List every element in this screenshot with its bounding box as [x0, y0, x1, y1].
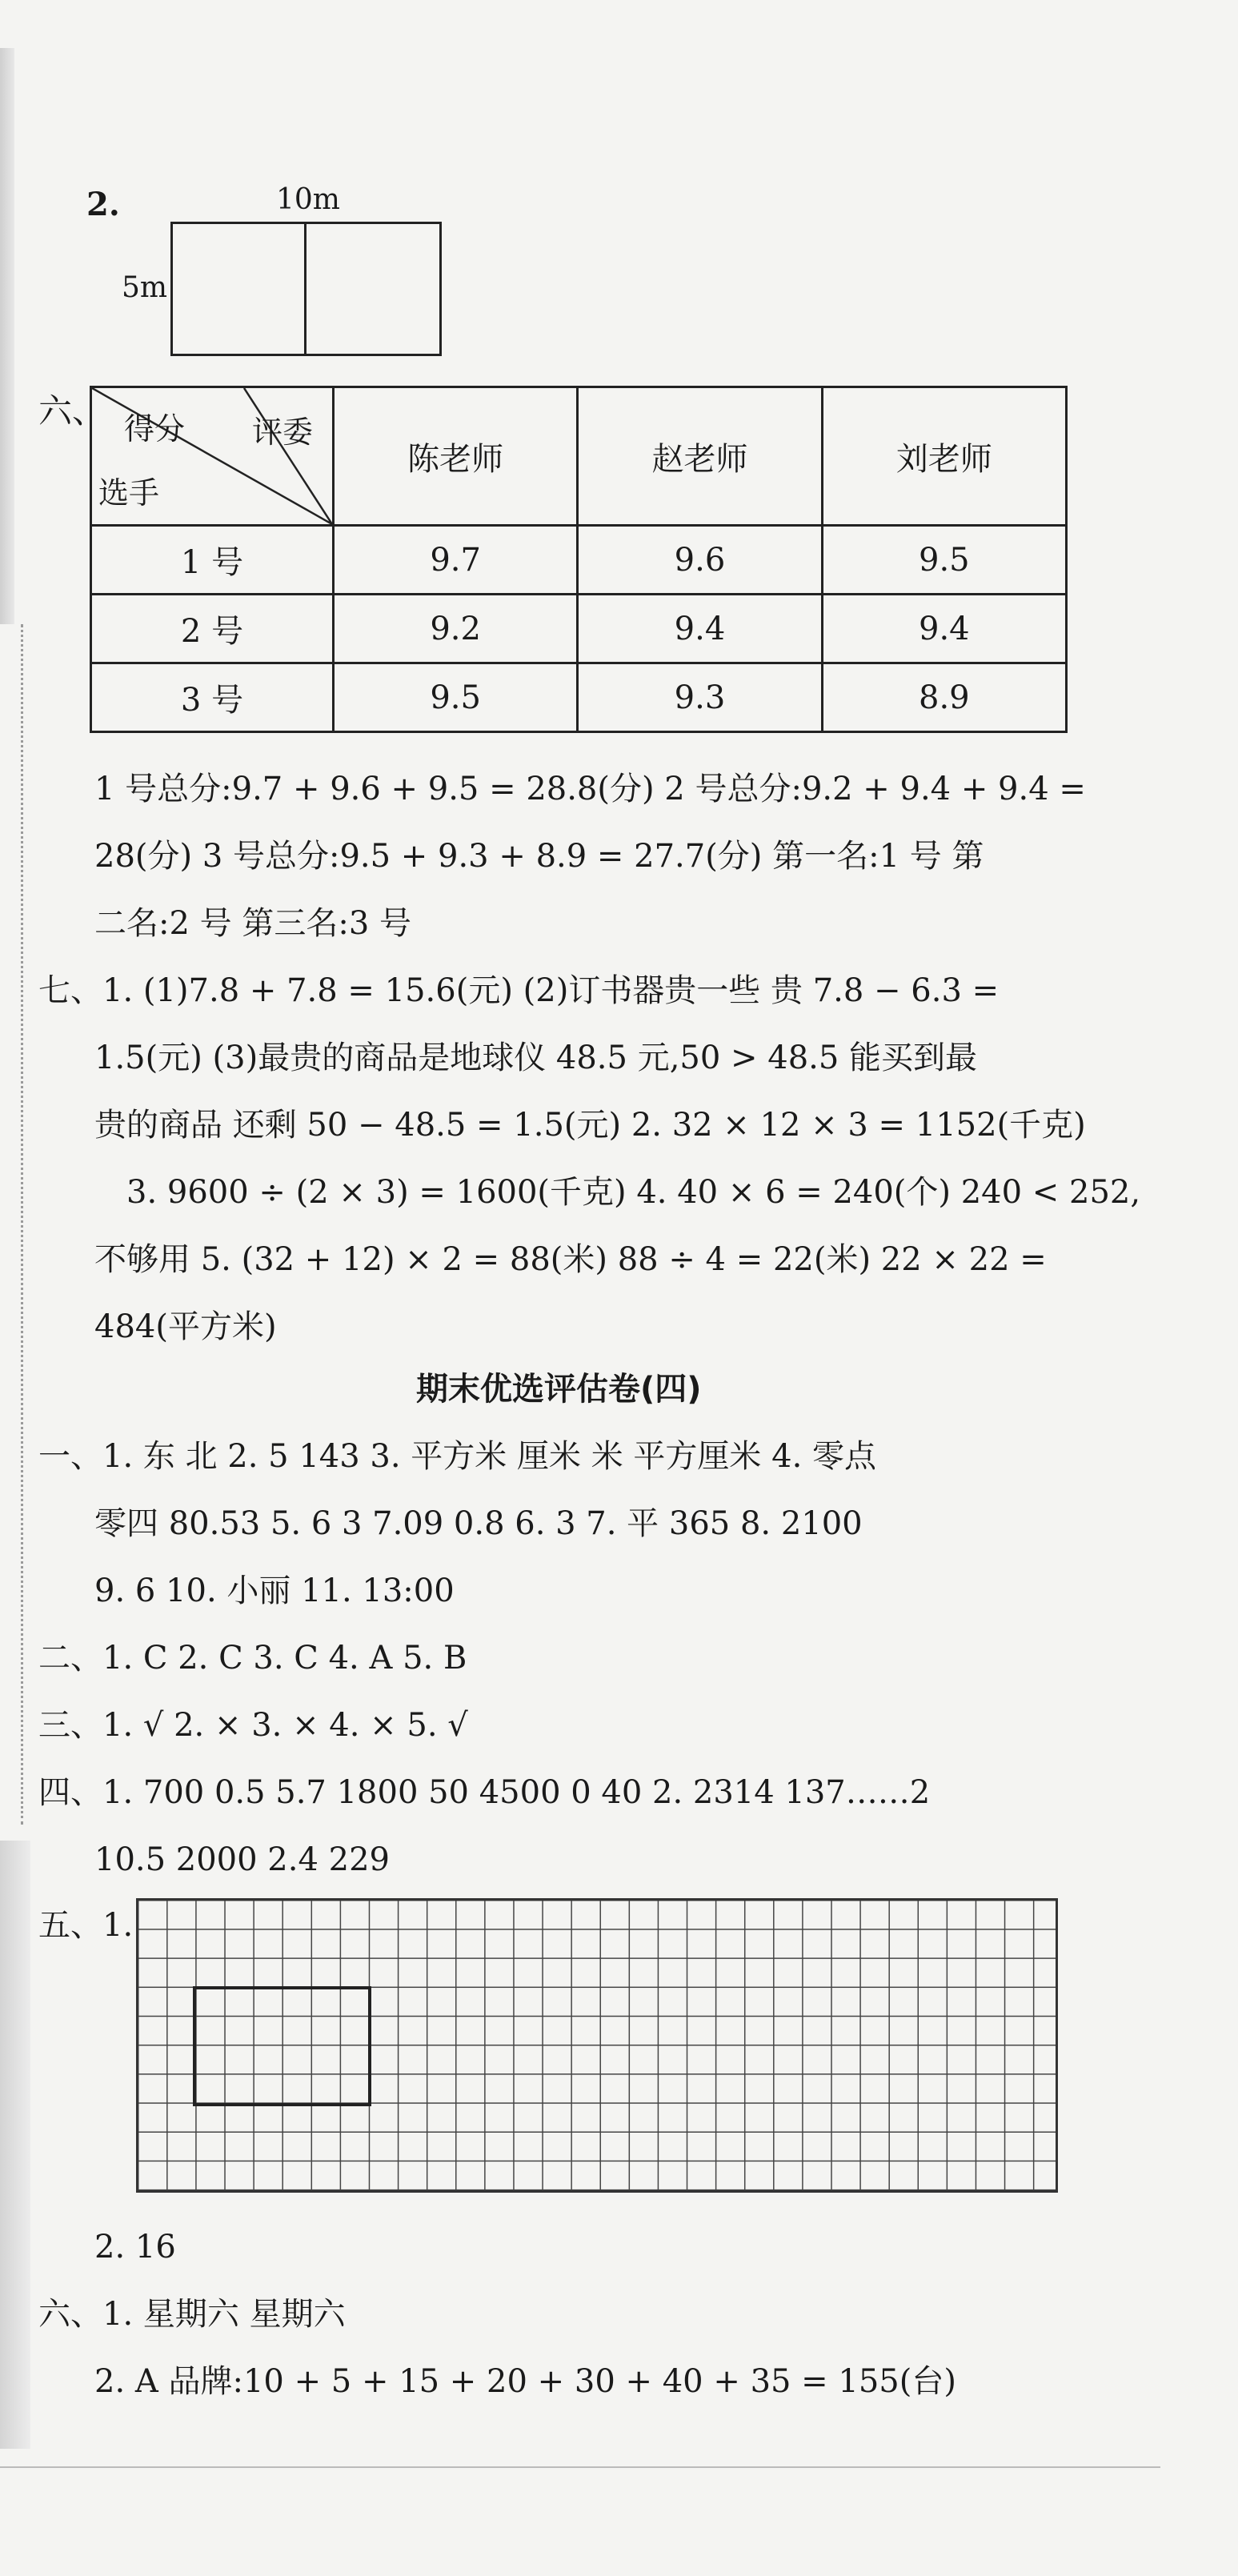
answer-line: 不够用 5. (32 + 12) × 2 = 88(米) 88 ÷ 4 = 22(米) 22 × 22 = — [94, 1241, 1047, 1278]
score-cell: 8.9 — [822, 663, 1066, 732]
header-judges-label: 评委 — [252, 415, 314, 450]
answer-line: 3. 9600 ÷ (2 × 3) = 1600(千克) 4. 40 × 6 = 240(个) 240 < 252, — [126, 1174, 1141, 1211]
answer-line: 四、1. 700 0.5 5.7 1800 50 4500 0 40 2. 2314 137……2 — [38, 1774, 931, 1811]
section-five-label: 五、1. — [38, 1907, 134, 1944]
table-header-row — [91, 387, 1067, 526]
answer-line: 一、1. 东 北 2. 5 143 3. 平方米 厘米 米 平方厘米 4. 零点 — [38, 1438, 877, 1475]
dimension-side: 5m — [122, 271, 168, 304]
score-cell: 9.7 — [334, 526, 578, 595]
footer-divider — [0, 2466, 1160, 2468]
binding-dotted-line — [21, 624, 23, 1825]
rectangle-divider — [304, 224, 306, 354]
rectangle-figure — [170, 222, 442, 356]
answer-line: 六、1. 星期六 星期六 — [38, 2296, 346, 2333]
diagonal-header-cell — [91, 387, 334, 526]
score-cell: 9.3 — [578, 663, 822, 732]
summary-line: 28(分) 3 号总分:9.5 + 9.3 + 8.9 = 27.7(分) 第一名:1 号 第 — [94, 838, 984, 875]
score-cell: 9.2 — [334, 595, 578, 663]
section-six-label: 六、 — [38, 391, 106, 431]
table-row — [91, 663, 1067, 732]
question-number: 2. — [86, 186, 120, 223]
player-cell: 3 号 — [91, 663, 334, 732]
answer-line: 10.5 2000 2.4 229 — [94, 1841, 390, 1878]
section-title: 期末优选评估卷(四) — [416, 1371, 702, 1408]
judge-header: 刘老师 — [822, 387, 1066, 526]
score-cell: 9.4 — [578, 595, 822, 663]
header-score-label: 得分 — [124, 411, 186, 447]
answer-line: 贵的商品 还剩 50 − 48.5 = 1.5(元) 2. 32 × 12 × 3 = 1152(千克) — [94, 1107, 1086, 1144]
header-players-label: 选手 — [98, 475, 160, 511]
player-cell: 1 号 — [91, 526, 334, 595]
score-cell: 9.5 — [822, 526, 1066, 595]
answer-line: 七、1. (1)7.8 + 7.8 = 15.6(元) (2)订书器贵一些 贵 7.8 − 6.3 = — [38, 972, 1000, 1009]
answer-line: 1.5(元) (3)最贵的商品是地球仪 48.5 元,50 > 48.5 能买到最 — [94, 1040, 978, 1076]
answer-line: 2. 16 — [94, 2229, 176, 2266]
grid-rectangle — [193, 1986, 371, 2106]
dimension-top: 10m — [276, 183, 340, 216]
answer-line: 二、1. C 2. C 3. C 4. A 5. B — [38, 1640, 467, 1677]
player-cell: 2 号 — [91, 595, 334, 663]
summary-line: 二名:2 号 第三名:3 号 — [94, 905, 411, 942]
answer-line: 三、1. √ 2. × 3. × 4. × 5. √ — [38, 1707, 468, 1744]
page-edge-shadow-lower — [0, 1841, 30, 2449]
answer-line: 零四 80.53 5. 6 3 7.09 0.8 6. 3 7. 平 365 8. 2100 — [94, 1505, 863, 1542]
table-row — [91, 526, 1067, 595]
summary-line: 1 号总分:9.7 + 9.6 + 9.5 = 28.8(分) 2 号总分:9.2 + 9.4 + 9.4 = — [94, 771, 1086, 807]
judge-header: 陈老师 — [334, 387, 578, 526]
score-cell: 9.6 — [578, 526, 822, 595]
answer-line: 9. 6 10. 小丽 11. 13:00 — [94, 1572, 455, 1609]
score-cell: 9.4 — [822, 595, 1066, 663]
answer-line: 484(平方米) — [94, 1308, 277, 1345]
page-edge-shadow — [0, 48, 14, 624]
judge-header: 赵老师 — [578, 387, 822, 526]
answer-line: 2. A 品牌:10 + 5 + 15 + 20 + 30 + 40 + 35 = 155(台) — [94, 2363, 956, 2400]
score-cell: 9.5 — [334, 663, 578, 732]
score-table — [90, 386, 1068, 733]
table-row — [91, 595, 1067, 663]
